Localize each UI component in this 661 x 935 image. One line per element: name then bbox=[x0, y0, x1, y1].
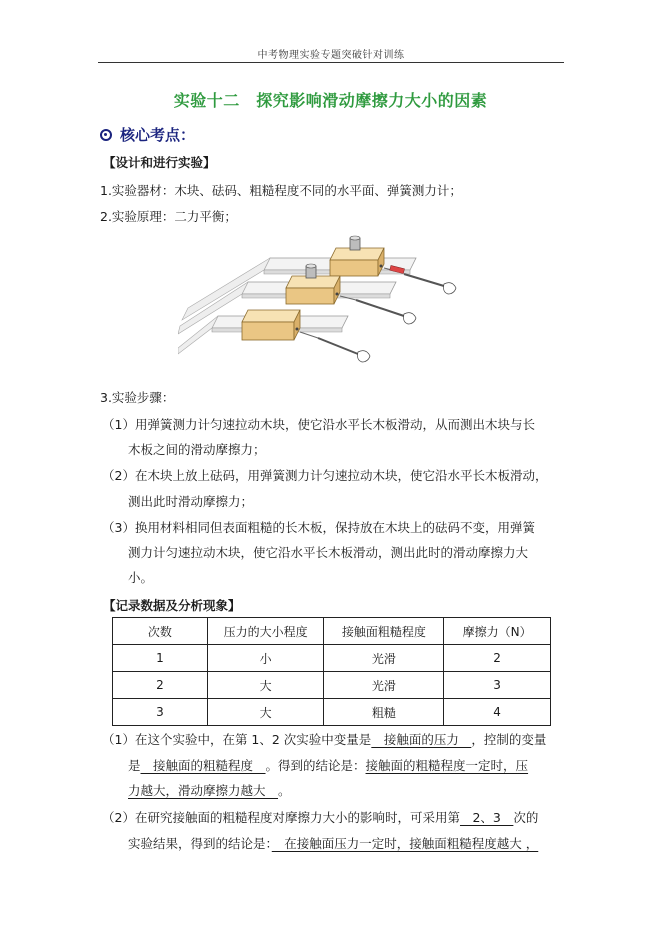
spring-scale-bottom bbox=[300, 332, 370, 362]
answer-blank: 2、3 bbox=[459, 810, 514, 825]
table-row bbox=[113, 699, 551, 726]
table-cell: 3 bbox=[113, 699, 208, 726]
item-principle: 2.实验原理：二力平衡； bbox=[100, 209, 237, 224]
header-divider bbox=[98, 62, 564, 63]
key-points-heading bbox=[100, 124, 195, 145]
table-row bbox=[113, 672, 551, 699]
answer-blank: 接触面的粗糙程度一定时，压 bbox=[365, 758, 529, 773]
table-header-cell: 次数 bbox=[113, 618, 208, 645]
question-1-line-1 bbox=[102, 730, 546, 748]
question-2-text: 次的 bbox=[513, 810, 539, 825]
table-header-row bbox=[113, 618, 551, 645]
answer-blank: 力越大，滑动摩擦力越大 bbox=[128, 783, 279, 798]
table-header-cell: 压力的大小程度 bbox=[207, 618, 324, 645]
spring-scale-middle bbox=[340, 296, 416, 324]
table-cell: 2 bbox=[444, 645, 551, 672]
answer-blank: 接触面的粗糙程度 bbox=[140, 758, 266, 773]
item-equipment: 1.实验器材：木块、砝码、粗糙程度不同的水平面、弹簧测力计； bbox=[100, 183, 462, 198]
key-points-label: 核心考点： bbox=[120, 126, 196, 144]
table-cell: 大 bbox=[207, 699, 324, 726]
answer-blank: 在接触面压力一定时，接触面粗糙程度越大 ， bbox=[271, 836, 539, 851]
wood-block-bottom bbox=[242, 310, 300, 340]
spring-scale-top bbox=[384, 265, 456, 294]
table-cell: 光滑 bbox=[324, 645, 444, 672]
page-title: 实验十二 探究影响滑动摩擦力大小的因素 bbox=[173, 91, 488, 110]
step-3-line-1: （3）换用材料相同但表面粗糙的长木板，保持放在木块上的砝码不变，用弹簧 bbox=[102, 520, 535, 535]
question-1-line-2 bbox=[128, 756, 528, 774]
target-icon bbox=[100, 129, 112, 141]
question-2-line-2 bbox=[128, 834, 538, 852]
question-2-line-1 bbox=[102, 808, 538, 826]
table-cell: 粗糙 bbox=[324, 699, 444, 726]
table-cell: 3 bbox=[444, 672, 551, 699]
question-1-text: 。得到的结论是： bbox=[265, 758, 366, 773]
table-cell: 大 bbox=[207, 672, 324, 699]
question-2-text: （2）在研究接触面的粗糙程度对摩擦力大小的影响时，可采用第 bbox=[102, 810, 460, 825]
table-header-cell: 接触面粗糙程度 bbox=[324, 618, 444, 645]
question-1-text: 。 bbox=[278, 783, 291, 798]
table-cell: 1 bbox=[113, 645, 208, 672]
step-2-line-2: 测出此时滑动摩擦力； bbox=[128, 494, 254, 509]
table-cell: 小 bbox=[207, 645, 324, 672]
wood-block-with-weight-top bbox=[330, 236, 384, 276]
data-table bbox=[112, 617, 551, 726]
step-2-line-1: （2）在木块上放上砝码，用弹簧测力计匀速拉动木块，使它沿水平长木板滑动， bbox=[102, 468, 548, 483]
question-1-line-3 bbox=[128, 781, 291, 799]
answer-blank: 接触面的压力 bbox=[371, 732, 472, 747]
table-cell: 光滑 bbox=[324, 672, 444, 699]
section-record: 【记录数据及分析现象】 bbox=[103, 598, 241, 613]
question-1-text: （1）在这个实验中，在第 1、2 次实验中变量是 bbox=[102, 732, 372, 747]
table-row bbox=[113, 645, 551, 672]
page-header: 中考物理实验专题突破针对训练 bbox=[257, 50, 405, 61]
step-3-line-3: 小。 bbox=[128, 570, 154, 585]
item-steps-title: 3.实验步骤： bbox=[100, 390, 175, 405]
question-1-text: ，控制的变量 bbox=[471, 732, 547, 747]
table-cell: 4 bbox=[444, 699, 551, 726]
experiment-illustration bbox=[178, 230, 476, 376]
table-cell: 2 bbox=[113, 672, 208, 699]
question-1-text: 是 bbox=[128, 758, 141, 773]
table-header-cell: 摩擦力（N） bbox=[444, 618, 551, 645]
step-1-line-2: 木板之间的滑动摩擦力； bbox=[128, 442, 266, 457]
question-2-text: 实验结果，得到的结论是： bbox=[128, 836, 272, 851]
section-design: 【设计和进行实验】 bbox=[103, 155, 216, 170]
step-3-line-2: 测力计匀速拉动木块，使它沿水平长木板滑动，测出此时的滑动摩擦力大 bbox=[128, 545, 529, 560]
step-1-line-1: （1）用弹簧测力计匀速拉动木块，使它沿水平长木板滑动，从而测出木块与长 bbox=[102, 417, 535, 432]
